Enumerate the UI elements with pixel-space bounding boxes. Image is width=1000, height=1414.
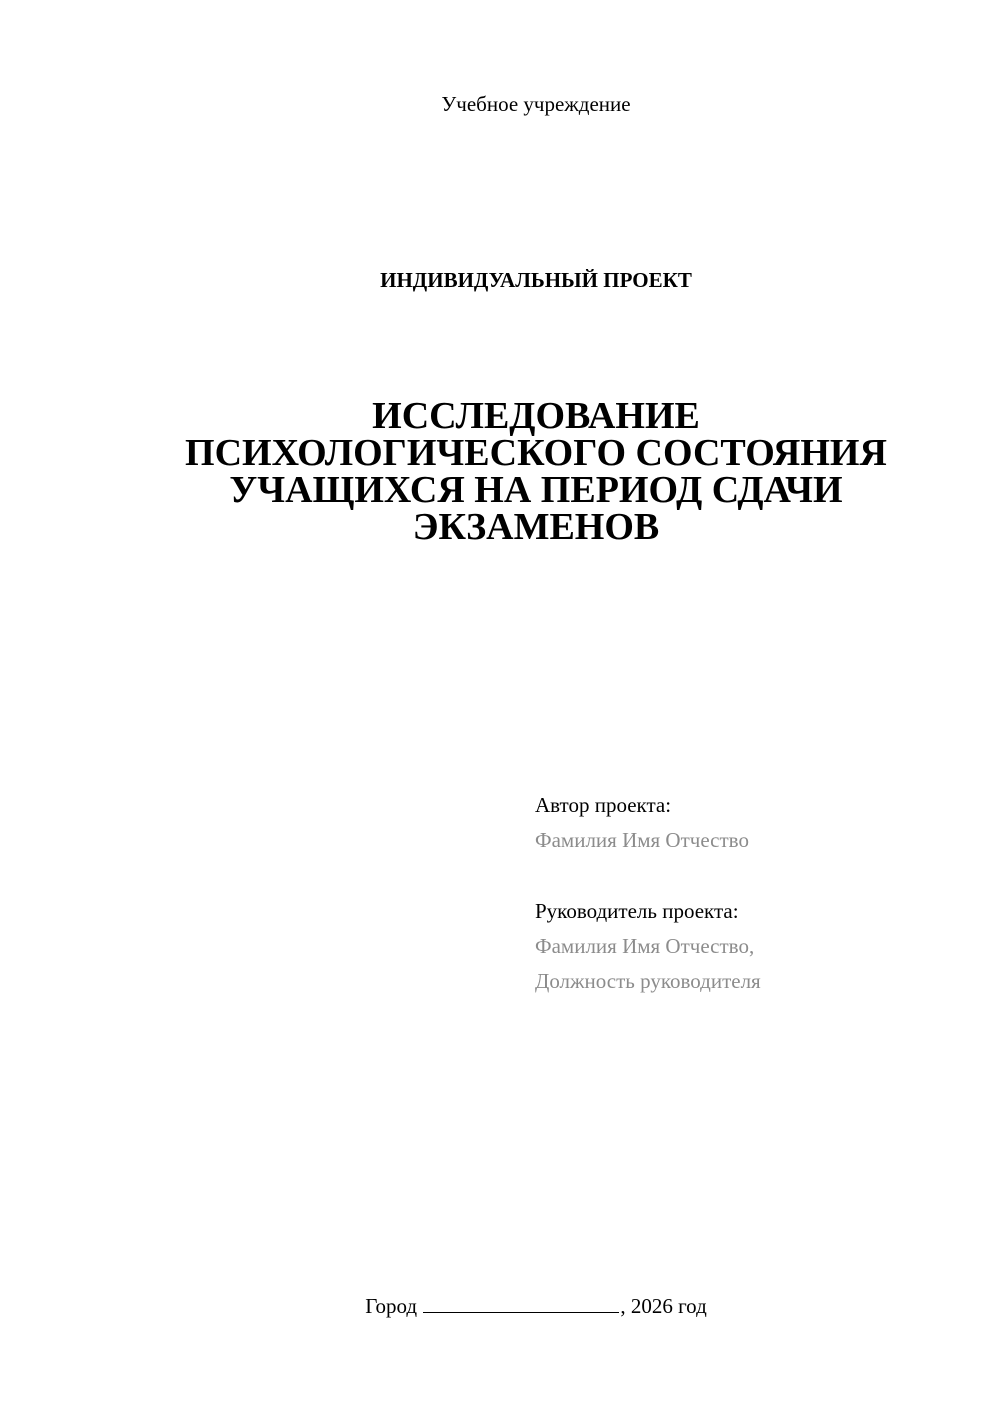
- supervisor-name: Фамилия Имя Отчество,: [535, 934, 755, 958]
- year-text: , 2026 год: [620, 1294, 707, 1318]
- institution-name: Учебное учреждение: [441, 92, 631, 116]
- city-blank-line: [423, 1290, 619, 1313]
- project-title-line: ИССЛЕДОВАНИЕ: [372, 395, 700, 437]
- supervisor-position: Должность руководителя: [535, 969, 761, 993]
- supervisor-label: Руководитель проекта:: [535, 899, 739, 923]
- city-year-line: [0, 1290, 1000, 1321]
- document-type: ИНДИВИДУАЛЬНЫЙ ПРОЕКТ: [380, 268, 692, 292]
- project-meta-block: [535, 788, 975, 999]
- city-label: Город: [365, 1294, 418, 1318]
- project-title-line: УЧАЩИХСЯ НА ПЕРИОД СДАЧИ: [229, 469, 843, 511]
- project-title-line: ЭКЗАМЕНОВ: [412, 506, 660, 548]
- project-title-line: ПСИХОЛОГИЧЕСКОГО СОСТОЯНИЯ: [185, 432, 887, 474]
- author-name: Фамилия Имя Отчество: [535, 828, 749, 852]
- author-label: Автор проекта:: [535, 793, 672, 817]
- meta-spacer: [535, 858, 975, 894]
- project-title: [0, 395, 1000, 548]
